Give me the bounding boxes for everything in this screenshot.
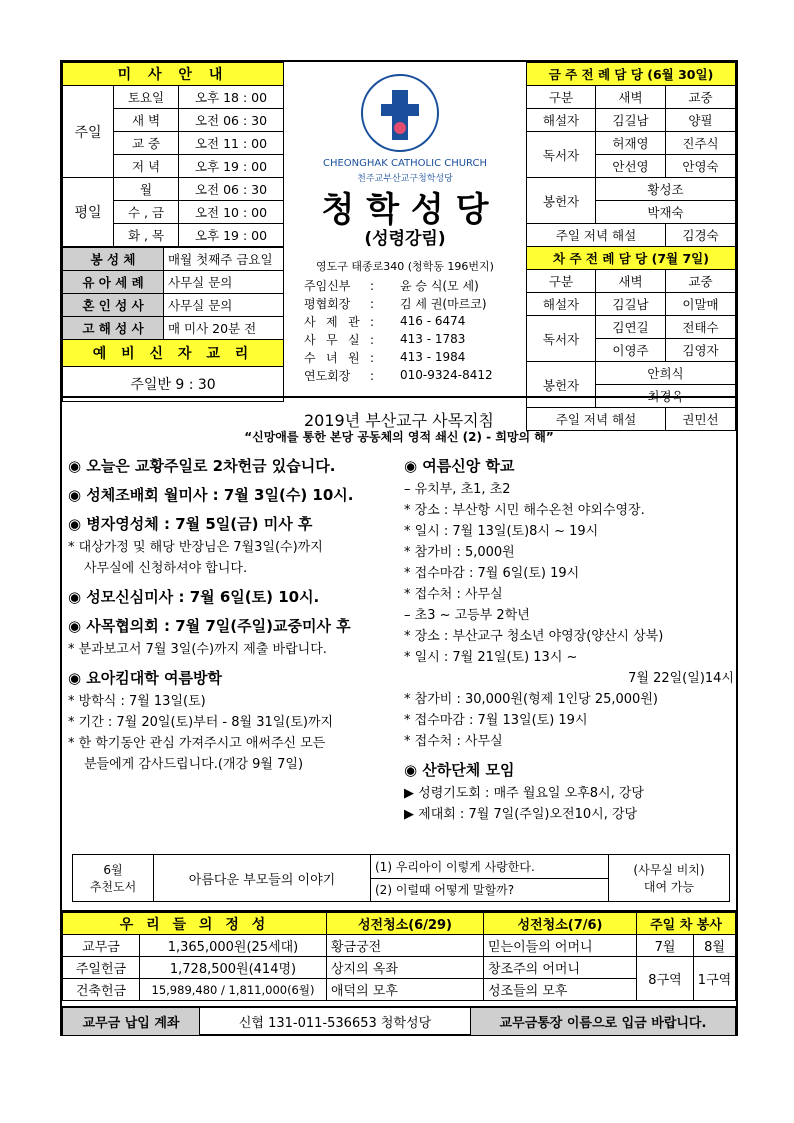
church-logo-icon [357,70,443,156]
church-address: 영도구 태종로340 (청학동 196번지) [316,260,494,273]
contact-row: 주임신부 : 윤 승 식(모 세) [304,278,479,293]
notice-text-item: * 한 학기동안 관심 가져주시고 애써주신 모든 [68,736,326,751]
sacrament-value: 사무실 문의 [164,271,284,294]
notice-heading-item: ◉ 여름신앙 학교 [404,457,515,475]
church-name: 청 학 성 당 [321,190,489,230]
contact-row: 사 제 관 : 416 - 6474 [304,314,466,329]
sacrament-label: 봉 성 체 [63,248,164,271]
cell: 허재영 [596,132,666,155]
notice-text-item: * 접수마감 : 7월 6일(토) 19시 [404,566,580,581]
footer [62,1006,736,1036]
contact-row: 사 무 실 : 413 - 1783 [304,332,466,347]
catechism-title: 예 비 신 자 교 리 [63,340,284,367]
book-title: 아름다운 부모들의 이야기 [154,855,371,902]
cell: 1구역 [694,957,736,1001]
contact-row: 연도회장 : 010-9324-8412 [304,368,493,383]
cell: 최경옥 [596,385,736,408]
serve-title: 주일 차 봉사 [637,913,736,935]
sacrament-label: 유 아 세 례 [63,271,164,294]
notice-subheading: “신망애를 통한 본당 공동체의 영적 쇄신 (2) - 희망의 해” [244,430,554,444]
notice-text-item: * 일시 : 7월 21일(토) 13시 ~ [404,650,578,665]
mass-time: 오전 11 : 00 [179,132,284,155]
cell: 전태수 [666,316,736,339]
cell: 1,728,500원(414명) [140,957,327,979]
mass-time: 오전 06 : 30 [179,109,284,132]
notice-heading-item: ◉ 사목협의회 : 7월 7일(주일)교중미사 후 [68,617,351,635]
notice-text-item: ▶ 성령기도회 : 매주 월요일 오후8시, 강당 [404,786,644,801]
book-note: (사무실 비치) 대여 가능 [609,855,730,902]
offering-table [62,912,736,1001]
contact-list [284,276,526,384]
cell: 진주식 [666,132,736,155]
bulletin-page [60,60,738,1036]
notice-text-item: * 장소 : 부산항 시민 해수온천 야외수영장. [404,503,645,518]
feast-subtitle: (성령강림) [364,229,446,249]
cell: 새벽 [596,86,666,109]
sunday-label: 주일 [63,86,114,178]
sacrament-label: 혼 인 성 사 [63,294,164,317]
notice-text-item: * 접수처 : 사무실 [404,734,503,749]
mass-day: 새 벽 [114,109,179,132]
cell: 상지의 옥좌 [327,957,484,979]
mass-day: 월 [114,178,179,201]
sacrament-value: 사무실 문의 [164,294,284,317]
cell: 새벽 [596,270,666,293]
church-info [284,62,526,396]
cell: 교중 [666,86,736,109]
notice-text-item: * 참가비 : 5,000원 [404,545,515,560]
cell: 주일 저녁 해설 [527,224,666,247]
cell: 양필 [666,109,736,132]
cell: 성조들의 모후 [484,979,637,1001]
notice-text-item: ▶ 제대회 : 7월 7일(주일)오전10시, 강당 [404,807,638,822]
notice-heading: 2019년 부산교구 사목지침 [304,411,494,430]
contact-row: 평협회장 : 김 세 권(마르코) [304,296,487,311]
mass-time: 오후 18 : 00 [179,86,284,109]
logo-sub: 천주교부산교구청학성당 [357,174,453,184]
notice-heading-item: ◉ 오늘은 교황주일로 2차헌금 있습니다. [68,457,336,475]
cell: 독서자 [527,132,596,178]
mass-schedule [62,62,284,402]
sacrament-value: 매 미사 20분 전 [164,317,284,340]
cell: 김길남 [596,109,666,132]
notice-text-item: 7월 22일(일)14시 [628,671,734,686]
notice-right-column [404,454,734,825]
notice-text-item: * 일시 : 7월 13일(토)8시 ~ 19시 [404,524,599,539]
cell: 주일헌금 [63,957,140,979]
notice-text-item: – 유치부, 초1, 초2 [404,482,511,497]
notice-heading-item: ◉ 성체조배회 월미사 : 7월 3일(수) 10시. [68,486,354,504]
notice-heading-item: ◉ 요아킴대학 여름방학 [68,669,222,687]
cell: 김연길 [596,316,666,339]
sacrament-value: 매월 첫째주 금요일 [164,248,284,271]
account-number: 신협 131-011-536653 청학성당 [200,1008,471,1036]
notice-text-item: * 참가비 : 30,000원(형제 1인당 25,000원) [404,692,658,707]
notice-left-column [68,454,404,775]
cell: 교무금 [63,935,140,957]
clean2-title: 성전청소(7/6) [484,913,637,935]
cell: 구분 [527,270,596,293]
notice-text-item: 사무실에 신청하셔야 합니다. [84,561,248,576]
next-week-title: 차 주 전 례 담 당 (7월 7일) [527,247,736,270]
cell: 주일 저녁 해설 [527,408,666,431]
account-note: 교무금통장 이름으로 입금 바랍니다. [471,1008,736,1036]
cell: 박재숙 [596,201,736,224]
mass-time: 오후 19 : 00 [179,224,284,247]
cell: 봉헌자 [527,362,596,408]
cell: 황금궁전 [327,935,484,957]
mass-time: 오전 06 : 30 [179,178,284,201]
notice-text-item: 분들에게 감사드립니다.(개강 9월 7일) [84,757,304,772]
book-recommendation [72,854,730,902]
notice-heading-item: ◉ 병자영성체 : 7월 5일(금) 미사 후 [68,515,313,533]
cell: 교중 [666,270,736,293]
notice-heading-item: ◉ 산하단체 모임 [404,761,515,779]
mass-day: 저 녁 [114,155,179,178]
logo-text: CHEONGHAK CATHOLIC CHURCH [322,158,488,169]
cell: 8월 [694,935,736,957]
notice-text-item: * 방학식 : 7월 13일(토) [68,694,206,709]
mass-day: 교 중 [114,132,179,155]
cell: 김경숙 [666,224,736,247]
catechism-value: 주일반 9 : 30 [63,367,284,402]
book-item: (2) 이럴때 어떻게 말할까? [371,878,609,902]
cell: 안영숙 [666,155,736,178]
mass-day: 화 , 목 [114,224,179,247]
this-week-title: 금 주 전 례 담 당 (6월 30일) [527,63,736,86]
account-label: 교무금 납입 계좌 [63,1008,200,1036]
contact-row: 수 녀 원 : 413 - 1984 [304,350,466,365]
notice-text-item: * 접수처 : 사무실 [404,587,503,602]
cell: 창조주의 어머니 [484,957,637,979]
cell: 이말매 [666,293,736,316]
mass-time: 오후 19 : 00 [179,155,284,178]
weekday-label: 평일 [63,178,114,247]
cell: 김길남 [596,293,666,316]
book-label: 6월 추천도서 [73,855,154,902]
notice-text-item: * 대상가정 및 해당 반장님은 7월3일(수)까지 [68,540,323,555]
mass-day: 토요일 [114,86,179,109]
cell: 해설자 [527,293,596,316]
cell: 황성조 [596,178,736,201]
section-divider [62,396,736,398]
cell: 김영자 [666,339,736,362]
cell: 구분 [527,86,596,109]
cell: 안희식 [596,362,736,385]
notice-heading-item: ◉ 성모신심미사 : 7월 6일(토) 10시. [68,588,320,606]
cell: 봉헌자 [527,178,596,224]
cell: 독서자 [527,316,596,362]
mass-title: 미 사 안 내 [63,63,284,86]
clean1-title: 성전청소(6/29) [327,913,484,935]
cell: 권민선 [666,408,736,431]
mass-time: 오전 10 : 00 [179,201,284,224]
notice-text-item: * 기간 : 7월 20일(토)부터 - 8월 31일(토)까지 [68,715,334,730]
offering-title: 우 리 들 의 정 성 [63,913,327,935]
cell: 7월 [637,935,694,957]
notice-text-item: * 장소 : 부산교구 청소년 야영장(양산시 상북) [404,629,664,644]
liturgy-duty [526,62,736,431]
cell: 애덕의 모후 [327,979,484,1001]
cell: 믿는이들의 어머니 [484,935,637,957]
cell: 건축헌금 [63,979,140,1001]
cell: 8구역 [637,957,694,1001]
notice-text-item: * 접수마감 : 7월 13일(토) 19시 [404,713,588,728]
sacrament-label: 고 해 성 사 [63,317,164,340]
cell: 이영주 [596,339,666,362]
notice-text-item: – 초3 ~ 고등부 2학년 [404,608,530,623]
cell: 해설자 [527,109,596,132]
mass-day: 수 , 금 [114,201,179,224]
book-item: (1) 우리아이 이렇게 사랑한다. [371,855,609,879]
cell: 안선영 [596,155,666,178]
cell: 1,365,000원(25세대) [140,935,327,957]
notice-text-item: * 분과보고서 7월 3일(수)까지 제출 바랍니다. [68,642,327,657]
cell: 15,989,480 / 1,811,000(6월) [140,979,327,1001]
